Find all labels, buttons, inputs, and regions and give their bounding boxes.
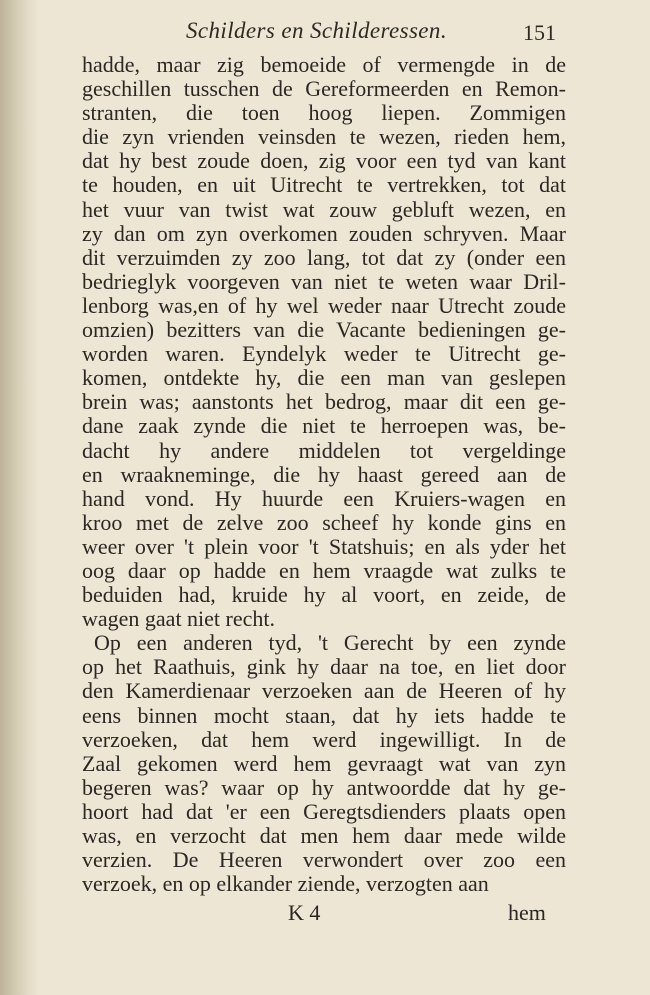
text-line: lenborg was,en of hy wel weder naar Utrecht zoude — [82, 292, 566, 318]
text-line: weer over 't plein voor 't Statshuis; en als yder het — [82, 533, 566, 559]
text-line: hoort had dat 'er een Geregtsdienders plaats open — [82, 798, 566, 824]
text-line: brein was; aanstonts het bedrog, maar dit een ge- — [82, 389, 566, 415]
text-line: worden waren. Eyndelyk weder te Uitrecht ge- — [82, 341, 566, 367]
text-line: dane zaak zynde die niet te herroepen was, be- — [82, 413, 566, 439]
text-line: begeren was? waar op hy antwoordde dat hy ge- — [82, 774, 566, 800]
text-line: het vuur van twist wat zouw gebluft wezen, en — [82, 196, 566, 222]
text-line: verzoek, en op elkander ziende, verzogten aan — [82, 871, 489, 897]
text-line: zy dan om zyn overkomen zouden schryven. Maar — [82, 220, 566, 246]
text-line: eens binnen mocht staan, dat hy iets hadde te — [82, 702, 566, 728]
catchword: hem — [508, 900, 546, 925]
text-line: Zaal gekomen werd hem gevraagt wat van zyn — [82, 750, 566, 776]
running-header — [38, 18, 650, 50]
text-line: dacht hy andere middelen tot vergeldinge — [82, 437, 566, 463]
text-line: kroo met de zelve zoo scheef hy konde gins en — [82, 509, 566, 535]
text-line: oog daar op hadde en hem vraagde wat zulks te — [82, 557, 566, 583]
page-number: 151 — [523, 20, 556, 45]
text-line: bedrieglyk voorgeven van niet te weten waar Dril- — [82, 268, 566, 294]
signature-mark: K 4 — [288, 900, 321, 925]
text-line: op het Raathuis, gink hy daar na toe, en liet door — [82, 654, 566, 680]
text-line: Op een anderen tyd, 't Gerecht by een zynde — [94, 630, 566, 656]
text-line: te houden, en uit Uitrecht te vertrekken, tot dat — [82, 172, 566, 198]
text-line: die zyn vrienden veinsden te wezen, rieden hem, — [82, 124, 566, 150]
text-line: was, en verzocht dat men hem daar mede wilde — [82, 823, 566, 848]
text-line: beduiden had, kruide hy al voort, en zeide, de — [82, 582, 566, 608]
text-line: en wraakneminge, die hy haast gereed aan de — [82, 461, 566, 487]
text-line: omzien) bezitters van die Vacante bedieningen ge- — [82, 317, 566, 343]
book-page — [38, 0, 650, 995]
body-text — [82, 53, 566, 896]
text-line: wagen gaat niet recht. — [82, 606, 276, 632]
text-line: geschillen tusschen de Gereformeerden en Remon- — [82, 76, 566, 102]
text-line: dit verzuimden zy zoo lang, tot dat zy (onder een — [82, 244, 566, 270]
text-line: hand vond. Hy huurde een Kruiers-wagen en — [82, 485, 566, 511]
text-line: dat hy best zoude doen, zig voor een tyd van kant — [82, 148, 566, 174]
text-line: komen, ontdekte hy, die een man van geslepen — [82, 365, 566, 391]
text-line: verzoeken, dat hem werd ingewilligt. In de — [82, 726, 566, 752]
text-line: den Kamerdienaar verzoeken aan de Heeren of hy — [82, 678, 566, 704]
running-title: Schilders en Schilderessen. — [186, 18, 447, 43]
text-line: verzien. De Heeren verwondert over zoo een — [82, 847, 566, 873]
text-line: hadde, maar zig bemoeide of vermengde in de — [82, 52, 566, 77]
text-line: stranten, die toen hoog liepen. Zommigen — [82, 100, 566, 126]
page-footer — [38, 900, 650, 930]
book-binding-gutter — [0, 0, 38, 995]
